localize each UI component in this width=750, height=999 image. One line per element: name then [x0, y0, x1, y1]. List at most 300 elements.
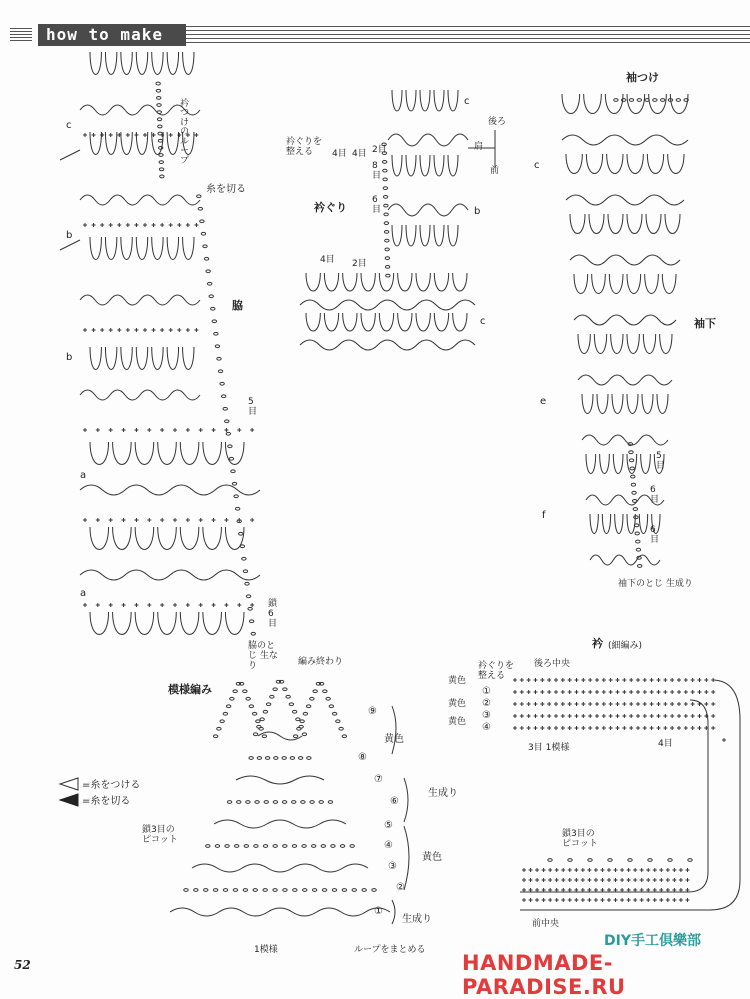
neck-loop-row — [392, 90, 458, 111]
pattern-chain-row — [321, 845, 325, 848]
body-stitch-row — [83, 518, 254, 522]
body-side-chain — [158, 139, 162, 142]
pattern-repeat: 1模様 — [254, 945, 278, 955]
neck-chain — [383, 187, 387, 190]
pattern-diagonal-chain — [329, 705, 333, 708]
pattern-chain-row — [234, 845, 238, 848]
pattern-chain-row — [253, 889, 257, 892]
pattern-diagonal-chain — [293, 735, 297, 738]
body-side-seam-chain — [204, 257, 208, 260]
sleeve-top-chain — [676, 99, 680, 102]
neck-chain — [385, 257, 389, 260]
pattern-chain-row — [215, 845, 219, 848]
collar-subtitle: (細編み) — [608, 641, 643, 651]
pattern-wave-row — [170, 908, 390, 916]
body-stitch-row — [83, 428, 254, 432]
neck-back: 後ろ — [488, 117, 507, 127]
pattern-chain-row — [307, 757, 311, 760]
collar-back-center: 後ろ中央 — [534, 659, 571, 669]
pattern-diagonal-chain — [339, 727, 343, 730]
body-wave-row — [80, 195, 200, 205]
pattern-chain-row — [283, 889, 287, 892]
body-side-seam-chain — [248, 607, 252, 610]
pattern-chain-row — [342, 889, 346, 892]
pattern-row-7: ⑦ — [374, 774, 383, 785]
body-side-seam-chain — [226, 432, 230, 435]
pattern-row-6: ⑥ — [390, 796, 399, 807]
pattern-diagonal-chain — [257, 725, 261, 728]
body-side-chain — [156, 89, 160, 92]
pattern-picot: 鎖3目の ピコット — [142, 825, 178, 845]
pattern-diagonal-chain — [266, 703, 270, 706]
neck-adjust: 衿ぐりを 整える — [286, 137, 323, 157]
pattern-diagonal-chain — [292, 710, 296, 713]
pattern-row-8: ⑧ — [358, 752, 367, 763]
body-side-chain — [159, 161, 163, 164]
pattern-row-1: ① — [374, 906, 383, 917]
pattern-diagonal-chain — [249, 705, 253, 708]
body-loop-row — [90, 52, 194, 75]
body-row-b-1: b — [66, 230, 73, 241]
body-side-chain — [159, 168, 163, 171]
pattern-row-5: ⑤ — [384, 820, 393, 831]
neck-row-c: c — [480, 316, 486, 327]
body-side-seam-chain — [251, 632, 255, 635]
body-stitch-row — [83, 603, 254, 607]
pattern-chain-row — [312, 889, 316, 892]
pattern-chain-row — [311, 845, 315, 848]
collar-picot-row — [608, 859, 612, 862]
body-side-seam-chain — [206, 270, 210, 273]
sleeve-wave-row — [582, 435, 668, 445]
pattern-wave-row — [258, 732, 302, 740]
body-wave-row — [80, 295, 200, 305]
pattern-diagonal-chain — [260, 718, 264, 721]
sleeve-top-chain — [629, 99, 633, 102]
body-side-seam-chain — [235, 507, 239, 510]
body-stitch-row — [83, 328, 198, 332]
pattern-chain-row — [292, 845, 296, 848]
body-loop-row — [90, 527, 244, 550]
neck-row-c-top: c — [464, 96, 470, 107]
body-side-seam-chain — [249, 620, 253, 623]
pattern-chain-row — [372, 889, 376, 892]
body-side-seam-chain — [200, 220, 204, 223]
neck-chain — [383, 169, 387, 172]
sleeve-loop-row — [562, 94, 688, 114]
body-side-seam-chain — [221, 395, 225, 398]
body-side-seam-chain — [215, 345, 219, 348]
pattern-chain-row — [264, 801, 268, 804]
pattern-chain-row — [301, 801, 305, 804]
neck-lower-loop — [306, 273, 467, 291]
body-side-seam-chain — [214, 332, 218, 335]
pattern-diagonal-chain — [326, 697, 330, 700]
pattern-chain-row — [257, 757, 261, 760]
body-side-seam-chain — [209, 295, 213, 298]
sleeve-seam-chain — [631, 483, 635, 486]
sleeve-seam-chain — [637, 565, 641, 568]
neck-shoulder: 肩 — [474, 142, 484, 152]
body-side-seam-chain — [234, 495, 238, 498]
collar-stitch-row — [513, 726, 715, 730]
pattern-chain-row — [292, 801, 296, 804]
sleeve-seam-chain — [633, 508, 637, 511]
pattern-chain-row — [233, 889, 237, 892]
sleeve-row-e: e — [540, 396, 547, 407]
body-row-b-2: b — [66, 352, 73, 363]
neck-chain — [385, 248, 389, 251]
collar-stitch-row — [513, 702, 715, 706]
body-side-finish: 脇のとじ 生なり — [248, 641, 278, 671]
pattern-diagonal-chain — [217, 727, 221, 730]
pattern-chain-row — [249, 757, 253, 760]
collar-picot-row — [628, 859, 632, 862]
pattern-diagonal-chain — [273, 688, 277, 691]
neck-chain — [382, 160, 386, 163]
sleeve-seam-chain — [631, 475, 635, 478]
body-side-seam-chain — [232, 482, 236, 485]
pattern-diagonal-chain — [300, 720, 304, 723]
pattern-chain-row — [263, 889, 267, 892]
sleeve-seam-chain — [634, 516, 638, 519]
neck-loop-row — [392, 225, 458, 246]
sleeve-seam-chain — [630, 467, 634, 470]
pattern-chain-row — [254, 845, 258, 848]
body-stitch-row — [83, 223, 198, 227]
pattern-chain-row — [332, 889, 336, 892]
collar-picot-row — [688, 859, 692, 862]
neck-chain — [384, 230, 388, 233]
sleeve-loop-row — [566, 154, 684, 174]
pattern-diagonal-chain — [270, 695, 274, 698]
body-cut-label: 糸を切る — [206, 184, 246, 195]
sleeve-top-chain — [653, 99, 657, 102]
neck-chain — [385, 265, 389, 268]
collar-front-row — [522, 898, 689, 902]
body-side-seam-chain — [198, 207, 202, 210]
body-side-seam-chain — [197, 195, 201, 198]
pattern-chain-row — [225, 845, 229, 848]
pattern-chain-row — [223, 889, 227, 892]
sleeve-row-f: f — [542, 510, 546, 521]
body-side-chain — [160, 175, 164, 178]
body-side-chain — [158, 125, 162, 128]
collar-title: 衿 — [592, 637, 603, 650]
legend-attach: =糸をつける — [82, 780, 141, 791]
pattern-diagonal-chain — [286, 695, 290, 698]
cut-yarn-icon — [60, 794, 78, 806]
body-side-seam-chain — [242, 557, 246, 560]
pattern-chain-row — [322, 889, 326, 892]
body-side-seam-chain — [211, 307, 215, 310]
pattern-row-9: ⑨ — [368, 706, 377, 717]
page-number: 52 — [14, 958, 31, 972]
collar-picot-row — [668, 859, 672, 862]
body-row-c: c — [66, 120, 72, 131]
neck-lower-wave — [300, 340, 475, 350]
body-side-seam-chain — [217, 357, 221, 360]
sleeve-top-chain — [661, 99, 665, 102]
neck-count-2b: 2目 — [352, 259, 367, 269]
body-side-label: 脇 — [232, 299, 243, 312]
pattern-diagonal-chain — [310, 697, 314, 700]
pattern-diagonal-chain — [223, 712, 227, 715]
collar-corner — [722, 738, 726, 742]
pattern-chain-row — [194, 889, 198, 892]
neck-chain — [385, 239, 389, 242]
neck-chain — [384, 213, 388, 216]
pattern-diagonal-chain — [253, 733, 257, 736]
sleeve-loop-row — [582, 394, 668, 414]
collar-front-center: 前中央 — [532, 919, 560, 929]
body-loop-row — [90, 612, 244, 635]
collar-color-1: 黄色 — [448, 676, 467, 686]
pattern-diagonal-chain — [302, 733, 306, 736]
pattern-chain-row — [227, 801, 231, 804]
sleeve-seam-chain — [632, 500, 636, 503]
pattern-diagonal-chain — [256, 720, 260, 723]
body-side-seam-chain — [203, 245, 207, 248]
pattern-diagonal-chain — [252, 712, 256, 715]
pattern-chain-row — [310, 801, 314, 804]
sleeve-count-6b: 6目 — [650, 525, 660, 545]
pattern-chain-row — [298, 757, 302, 760]
pattern-row-3: ③ — [388, 861, 397, 872]
pattern-chain-row — [350, 845, 354, 848]
pattern-diagonal-chain — [303, 712, 307, 715]
body-loop-row — [90, 237, 194, 260]
pattern-chain-row — [204, 889, 208, 892]
pattern-diagonal-chain — [323, 690, 327, 693]
neck-count-8: 8目 — [372, 161, 382, 181]
pattern-chain-row — [273, 889, 277, 892]
pattern-chain-row — [244, 845, 248, 848]
sleeve-wave-row — [574, 315, 676, 325]
collar-adjust: 衿ぐりを 整える — [478, 661, 515, 681]
body-side-chain — [157, 111, 161, 114]
sleeve-loop-row — [570, 214, 680, 234]
neck-chain — [386, 274, 390, 277]
pattern-wave-row — [192, 864, 368, 872]
pattern-gather: ループをまとめる — [354, 945, 426, 955]
legend-cut: =糸を切る — [82, 796, 131, 807]
watermark: HANDMADE-PARADISE.RU — [462, 951, 626, 999]
collar-color-2: 黄色 — [448, 699, 467, 709]
pattern-row-4: ④ — [384, 840, 393, 851]
body-side-seam-chain — [223, 407, 227, 410]
pattern-chain-row — [206, 845, 210, 848]
neck-front: 前 — [490, 166, 500, 176]
body-count-5: 5目 — [248, 397, 258, 417]
sleeve-top-chain — [637, 99, 641, 102]
body-loop-row — [90, 442, 244, 465]
pattern-color-natural-2: 生成り — [402, 914, 432, 925]
neck-loop-row — [392, 155, 458, 176]
watermark-sub: DIY手工倶樂部 — [604, 933, 701, 949]
pattern-chain-row — [352, 889, 356, 892]
body-loop-row — [90, 347, 194, 370]
pattern-diagonal-chain — [263, 710, 267, 713]
body-side-seam-chain — [239, 532, 243, 535]
collar-row-4: ④ — [482, 722, 491, 733]
sleeve-top-label: 袖つけ — [626, 71, 659, 84]
pattern-diagonal-chain — [233, 690, 237, 693]
body-wave-row — [80, 390, 200, 400]
pattern-diagonal-chain — [220, 720, 224, 723]
attach-yarn-icon — [60, 778, 78, 790]
neck-count-2: 2目 — [372, 145, 387, 155]
body-side-seam-chain — [243, 570, 247, 573]
sleeve-loop-row — [574, 274, 676, 294]
body-loop-label: 衿つけのループ — [180, 99, 190, 166]
pattern-title: 模様編み — [168, 683, 212, 696]
body-side-chain — [157, 104, 161, 107]
body-side-chain — [157, 96, 161, 99]
neck-lower-wave — [300, 300, 475, 310]
collar-front-row — [522, 868, 689, 872]
pattern-diagonal-chain — [226, 705, 230, 708]
sleeve-wave-row — [578, 375, 672, 385]
collar-stitch-row — [513, 690, 715, 694]
pattern-chain-row — [283, 845, 287, 848]
pattern-chain-row — [255, 801, 259, 804]
neck-chain — [384, 222, 388, 225]
collar-picot-row — [548, 859, 552, 862]
pattern-diagonal-chain — [243, 690, 247, 693]
collar-count-4: 4目 — [658, 739, 673, 749]
sleeve-wave-row — [566, 195, 684, 205]
neck-count-6: 6目 — [372, 195, 382, 215]
sleeve-loop-row — [578, 334, 672, 354]
body-side-seam-chain — [201, 232, 205, 235]
pattern-chain-row — [246, 801, 250, 804]
body-side-seam-chain — [220, 382, 224, 385]
pattern-diagonal-chain — [283, 688, 287, 691]
sleeve-seam-chain — [629, 459, 633, 462]
body-side-chain — [159, 154, 163, 157]
pattern-color-yellow-1: 黄色 — [384, 734, 404, 745]
body-loop-row — [90, 132, 194, 155]
sleeve-seam-chain — [632, 491, 636, 494]
pattern-chain-row — [282, 801, 286, 804]
sleeve-wave-row — [590, 555, 660, 565]
body-side-chain — [159, 146, 163, 149]
body-count-6: 鎖6目 — [268, 599, 278, 629]
collar-color-3: 黄色 — [448, 717, 467, 727]
pattern-diagonal-chain — [213, 735, 217, 738]
collar-picot-row — [648, 859, 652, 862]
body-side-seam-chain — [212, 320, 216, 323]
pattern-chain-row — [290, 757, 294, 760]
neck-chain — [383, 178, 387, 181]
body-side-seam-chain — [231, 470, 235, 473]
pattern-diagonal-chain — [313, 690, 317, 693]
collar-picot-row — [588, 859, 592, 862]
sleeve-count-6a: 6目 — [650, 485, 660, 505]
pattern-diagonal-chain — [289, 703, 293, 706]
pattern-color-yellow-2: 黄色 — [422, 852, 442, 863]
body-side-seam-chain — [207, 282, 211, 285]
pattern-chain-row — [237, 801, 241, 804]
body-row-a-1: a — [80, 470, 87, 481]
pattern-chain-row — [302, 845, 306, 848]
body-wave-row — [80, 570, 260, 580]
pattern-row-2: ② — [396, 882, 405, 893]
pattern-chain-row — [340, 845, 344, 848]
pattern-chain-row — [303, 889, 307, 892]
pattern-chain-row — [274, 757, 278, 760]
sleeve-seam-chain — [635, 532, 639, 535]
pattern-chain-row — [184, 889, 188, 892]
collar-picot-row — [568, 859, 572, 862]
pattern-diagonal-chain — [262, 735, 266, 738]
collar-row-1: ① — [482, 686, 491, 697]
collar-stitch-row — [513, 714, 715, 718]
sleeve-seam-chain — [629, 451, 633, 454]
body-wave-row — [80, 485, 260, 495]
pattern-chain-row — [328, 801, 332, 804]
pattern-chain-row — [263, 845, 267, 848]
neck-title: 衿ぐり — [314, 201, 347, 214]
neck-chain — [384, 204, 388, 207]
neck-lower-loop — [306, 313, 467, 331]
collar-row-3: ③ — [482, 710, 491, 721]
pattern-chain-row — [243, 889, 247, 892]
collar-stitch-row — [513, 678, 715, 682]
pattern-wave-row — [236, 776, 324, 784]
pattern-diagonal-chain — [246, 697, 250, 700]
collar-inner — [520, 700, 708, 892]
sleeve-wave-row — [562, 135, 688, 145]
collar-picot: 鎖3目の ピコット — [562, 829, 598, 849]
sleeve-row-c: c — [534, 160, 540, 171]
sleeve-seam-chain — [636, 548, 640, 551]
body-side-seam-chain — [228, 445, 232, 448]
body-side-chain — [157, 118, 161, 121]
sleeve-seam-chain — [636, 540, 640, 543]
pattern-end-label: 編み終わり — [298, 657, 344, 667]
neck-row-b: b — [474, 206, 481, 217]
pattern-diagonal-chain — [332, 712, 336, 715]
body-row-a-2: a — [80, 588, 87, 599]
sleeve-loop-row — [586, 451, 666, 474]
pattern-chain-row — [331, 845, 335, 848]
body-side-seam-chain — [218, 370, 222, 373]
pattern-chain-row — [213, 889, 217, 892]
pattern-diagonal-chain — [230, 697, 234, 700]
pattern-chain-row — [293, 889, 297, 892]
body-side-seam-chain — [225, 420, 229, 423]
neck-chain — [383, 195, 387, 198]
sleeve-top-chain — [614, 99, 618, 102]
pattern-diagonal-chain — [296, 718, 300, 721]
pattern-chain-row — [273, 801, 277, 804]
sleeve-under-label: 袖下 — [694, 317, 716, 330]
body-side-chain — [156, 82, 160, 85]
body-side-seam-chain — [240, 545, 244, 548]
pattern-chain-row — [265, 757, 269, 760]
pattern-wave-row — [214, 820, 346, 828]
pattern-color-natural-1: 生成り — [428, 788, 458, 799]
neck-count-4c: 4目 — [320, 255, 335, 265]
body-side-seam-chain — [246, 595, 250, 598]
sleeve-count-5: 5目 — [656, 451, 666, 471]
body-side-seam-chain — [245, 582, 249, 585]
sleeve-wave-row — [570, 255, 680, 265]
neck-count-4b: 4目 — [352, 149, 367, 159]
sleeve-finish: 袖下のとじ 生成り — [618, 579, 693, 589]
